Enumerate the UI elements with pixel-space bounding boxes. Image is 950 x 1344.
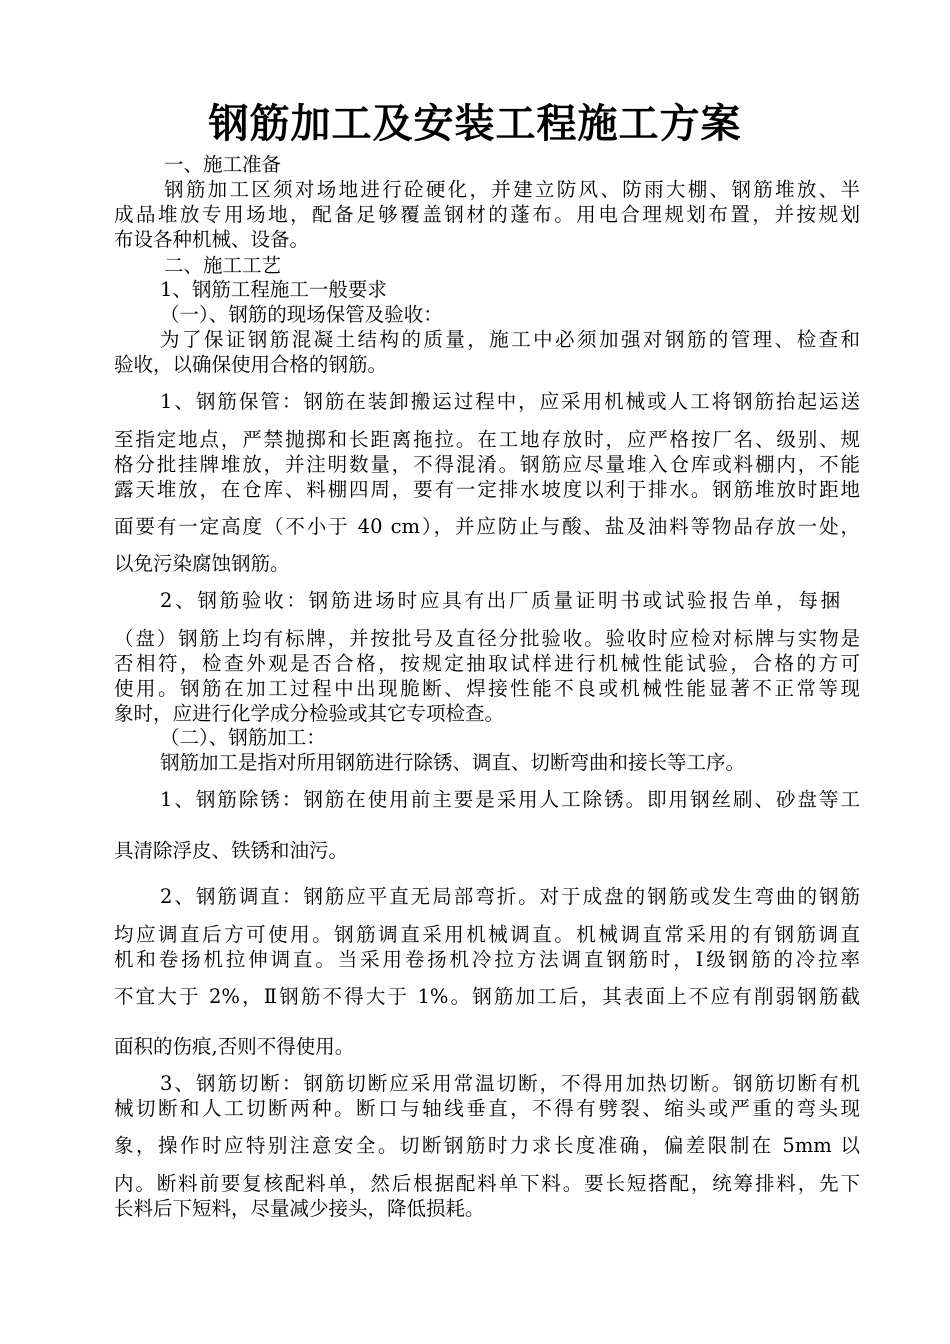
text-line: 械切断和人工切断两种。断口与轴线垂直，不得有劈裂、缩头或严重的弯头现: [114, 1097, 860, 1120]
heading-storage-and-inspection: （一）、钢筋的现场保管及验收：: [160, 303, 443, 326]
text-line: 以免污染腐蚀钢筋。: [114, 552, 290, 575]
document-title: 钢筋加工及安装工程施工方案: [208, 101, 742, 147]
text-line: 长料后下短料，尽量减少接头，降低损耗。: [114, 1197, 485, 1220]
text-line: 布设各种机械、设备。: [114, 228, 310, 251]
text-line: 3、钢筋切断：钢筋切断应采用常温切断，不得用加热切断。钢筋切断有机: [160, 1072, 860, 1095]
text-line: 验收，以确保使用合格的钢筋。: [114, 353, 388, 376]
text-line: 象时，应进行化学成分检验或其它专项检查。: [114, 702, 505, 725]
text-line: 露天堆放，在仓库、料棚四周，要有一定排水坡度以利于排水。钢筋堆放时距地: [114, 478, 860, 501]
heading-general-requirements: 1、钢筋工程施工一般要求: [160, 278, 387, 301]
text-line: 为了保证钢筋混凝土结构的质量，施工中必须加强对钢筋的管理、检查和: [160, 328, 860, 351]
text-line: 面积的伤痕,否则不得使用。: [114, 1035, 355, 1058]
text-line: 2、钢筋验收：钢筋进场时应具有出厂质量证明书或试验报告单，每捆: [160, 589, 840, 612]
text-line: 钢筋加工区须对场地进行砼硬化，并建立防风、防雨大棚、钢筋堆放、半: [164, 178, 860, 201]
text-line: 1、钢筋除锈：钢筋在使用前主要是采用人工除锈。即用钢丝刷、砂盘等工: [160, 788, 860, 811]
text-line: （盘）钢筋上均有标牌，并按批号及直径分批验收。验收时应检对标牌与实物是: [114, 627, 860, 650]
text-line: 成品堆放专用场地，配备足够覆盖钢材的蓬布。用电合理规划布置，并按规划: [114, 203, 860, 226]
text-line: 格分批挂牌堆放，并注明数量，不得混淆。钢筋应尽量堆入仓库或料棚内，不能: [114, 453, 860, 476]
text-line: 使用。钢筋在加工过程中出现脆断、焊接性能不良或机械性能显著不正常等现: [114, 677, 860, 700]
text-line: 均应调直后方可使用。钢筋调直采用机械调直。机械调直常采用的有钢筋调直: [114, 923, 860, 946]
text-line: 至指定地点，严禁抛掷和长距离拖拉。在工地存放时，应严格按厂名、级别、规: [114, 428, 860, 451]
text-line: 1、钢筋保管：钢筋在装卸搬运过程中，应采用机械或人工将钢筋抬起运送: [160, 390, 860, 413]
text-line: 钢筋加工是指对所用钢筋进行除锈、调直、切断弯曲和接长等工序。: [160, 751, 746, 774]
text-line: 不宜大于 2%，Ⅱ钢筋不得大于 1%。钢筋加工后，其表面上不应有削弱钢筋截: [114, 985, 860, 1008]
heading-construction-process: 二、施工工艺: [164, 254, 282, 277]
text-line: 内。断料前要复核配料单，然后根据配料单下料。要长短搭配，统筹排料，先下: [114, 1172, 860, 1195]
heading-construction-preparation: 一、施工准备: [164, 153, 282, 176]
text-line: 象，操作时应特别注意安全。切断钢筋时力求长度准确，偏差限制在 5mm 以: [114, 1134, 860, 1157]
text-line: 具清除浮皮、铁锈和油污。: [114, 839, 349, 862]
heading-rebar-processing: （二）、钢筋加工：: [160, 726, 326, 749]
text-line: 面要有一定高度（不小于 40 cm），并应防止与酸、盐及油料等物品存放一处，: [114, 515, 860, 538]
text-line: 否相符，检查外观是否合格，按规定抽取试样进行机械性能试验，合格的方可: [114, 652, 860, 675]
text-line: 2、钢筋调直：钢筋应平直无局部弯折。对于成盘的钢筋或发生弯曲的钢筋: [160, 885, 860, 908]
text-line: 机和卷扬机拉伸调直。当采用卷扬机冷拉方法调直钢筋时，Ⅰ级钢筋的冷拉率: [114, 948, 860, 971]
